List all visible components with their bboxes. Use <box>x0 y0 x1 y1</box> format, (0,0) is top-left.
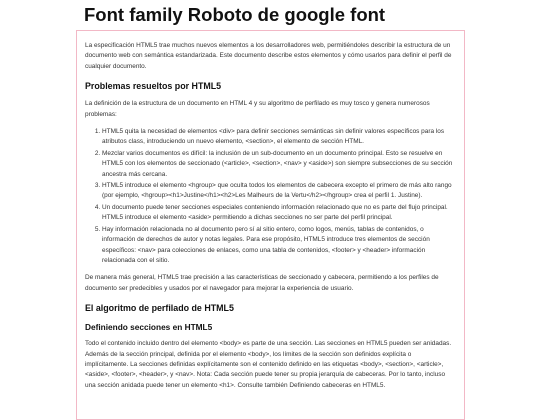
page-title: Font family Roboto de google font <box>84 4 386 25</box>
closing-paragraph: De manera más general, HTML5 trae precisión a las características de seccionado y cabecera, permitiendo a los perfiles de documento ser predecibles y usados por el navegador para mejorar la experiencia de usuario. <box>85 274 439 292</box>
section-heading-problems: Problemas resueltos por HTML5 <box>85 81 222 92</box>
list-item: 4. Un documento puede tener secciones especiales conteniendo información relacionado que no es parte del flujo principal. HTML5 introduce el elemento <aside> permitiendo a dichas secciones no ser parte del perfil principal. <box>102 203 456 224</box>
section-heading-algorithm: El algoritmo de perfilado de HTML5 <box>85 303 234 314</box>
list-item: 2. Mezclar varios documentos es difícil: la inclusión de un sub-documento en un documento principal. Esto se resuelve en HTML5 con los elementos de seccionado (<article>, <section>, <nav> y <aside>) son siempre subsecciones de su sección ancestra más cercana. <box>102 149 456 180</box>
problems-paragraph: La definición de la estructura de un documento en HTML 4 y su algoritmo de perfilado es muy tosco y genera numerosos problemas: <box>85 100 430 118</box>
subheading-defining-sections: Definiendo secciones en HTML5 <box>85 322 213 333</box>
list-item: 1. HTML5 quita la necesidad de elementos <div> para definir secciones semánticas sin definir valores específicos para los atributos class, introduciendo un nuevo elemento, <section>, el elemento de sección HTML. <box>102 127 456 148</box>
problems-list <box>85 127 456 266</box>
article-content <box>76 30 465 420</box>
list-item: 3. HTML5 introduce el elemento <hgroup> que oculta todos los elementos de cabecera excepto el primero de más alto rango (por ejemplo, <hgroup><h1>Justine</h1><h2>Les Malheurs de la Vertu</h2></hgroup> crea el perfil 1. Justine). <box>102 181 456 202</box>
intro-paragraph: La especificación HTML5 trae muchos nuevos elementos a los desarrolladores web, permitiéndoles describir la estructura de un documento web con semántica estandarizada. Este documento describe estos elementos y cómo usarlos para definir el perfil de cualquier documento. <box>85 42 452 70</box>
list-item: 5. Hay información relacionada no al documento pero sí al sitio entero, como logos, menús, tablas de contenidos, o información de derechos de autor y notas legales. Para ese propósito, HTML5 introduce tres elementos de sección específicos: <nav> para colecciones de enlaces, como una tabla de contenidos, <footer> y <header> información relacionada con el sitio. <box>102 225 456 267</box>
sections-paragraph: Todo el contenido incluido dentro del elemento <body> es parte de una sección. Las secciones en HTML5 pueden ser anidadas. Además de la sección principal, definida por el elemento <body>, los límites de la sección son definidos explícita o implícitamente. La secciones definidas explícitamente son el contenido definido en las etiquetas <body>, <section>, <article>, <aside>, <footer>, <header>, y <nav>. Nota: Cada sección puede tener su propia jerarquía de cabeceras. Por lo tanto, incluso una sección anidada puede tener un elemento <h1>. Consulte también Definiendo cabeceras en HTML5. <box>85 340 452 389</box>
